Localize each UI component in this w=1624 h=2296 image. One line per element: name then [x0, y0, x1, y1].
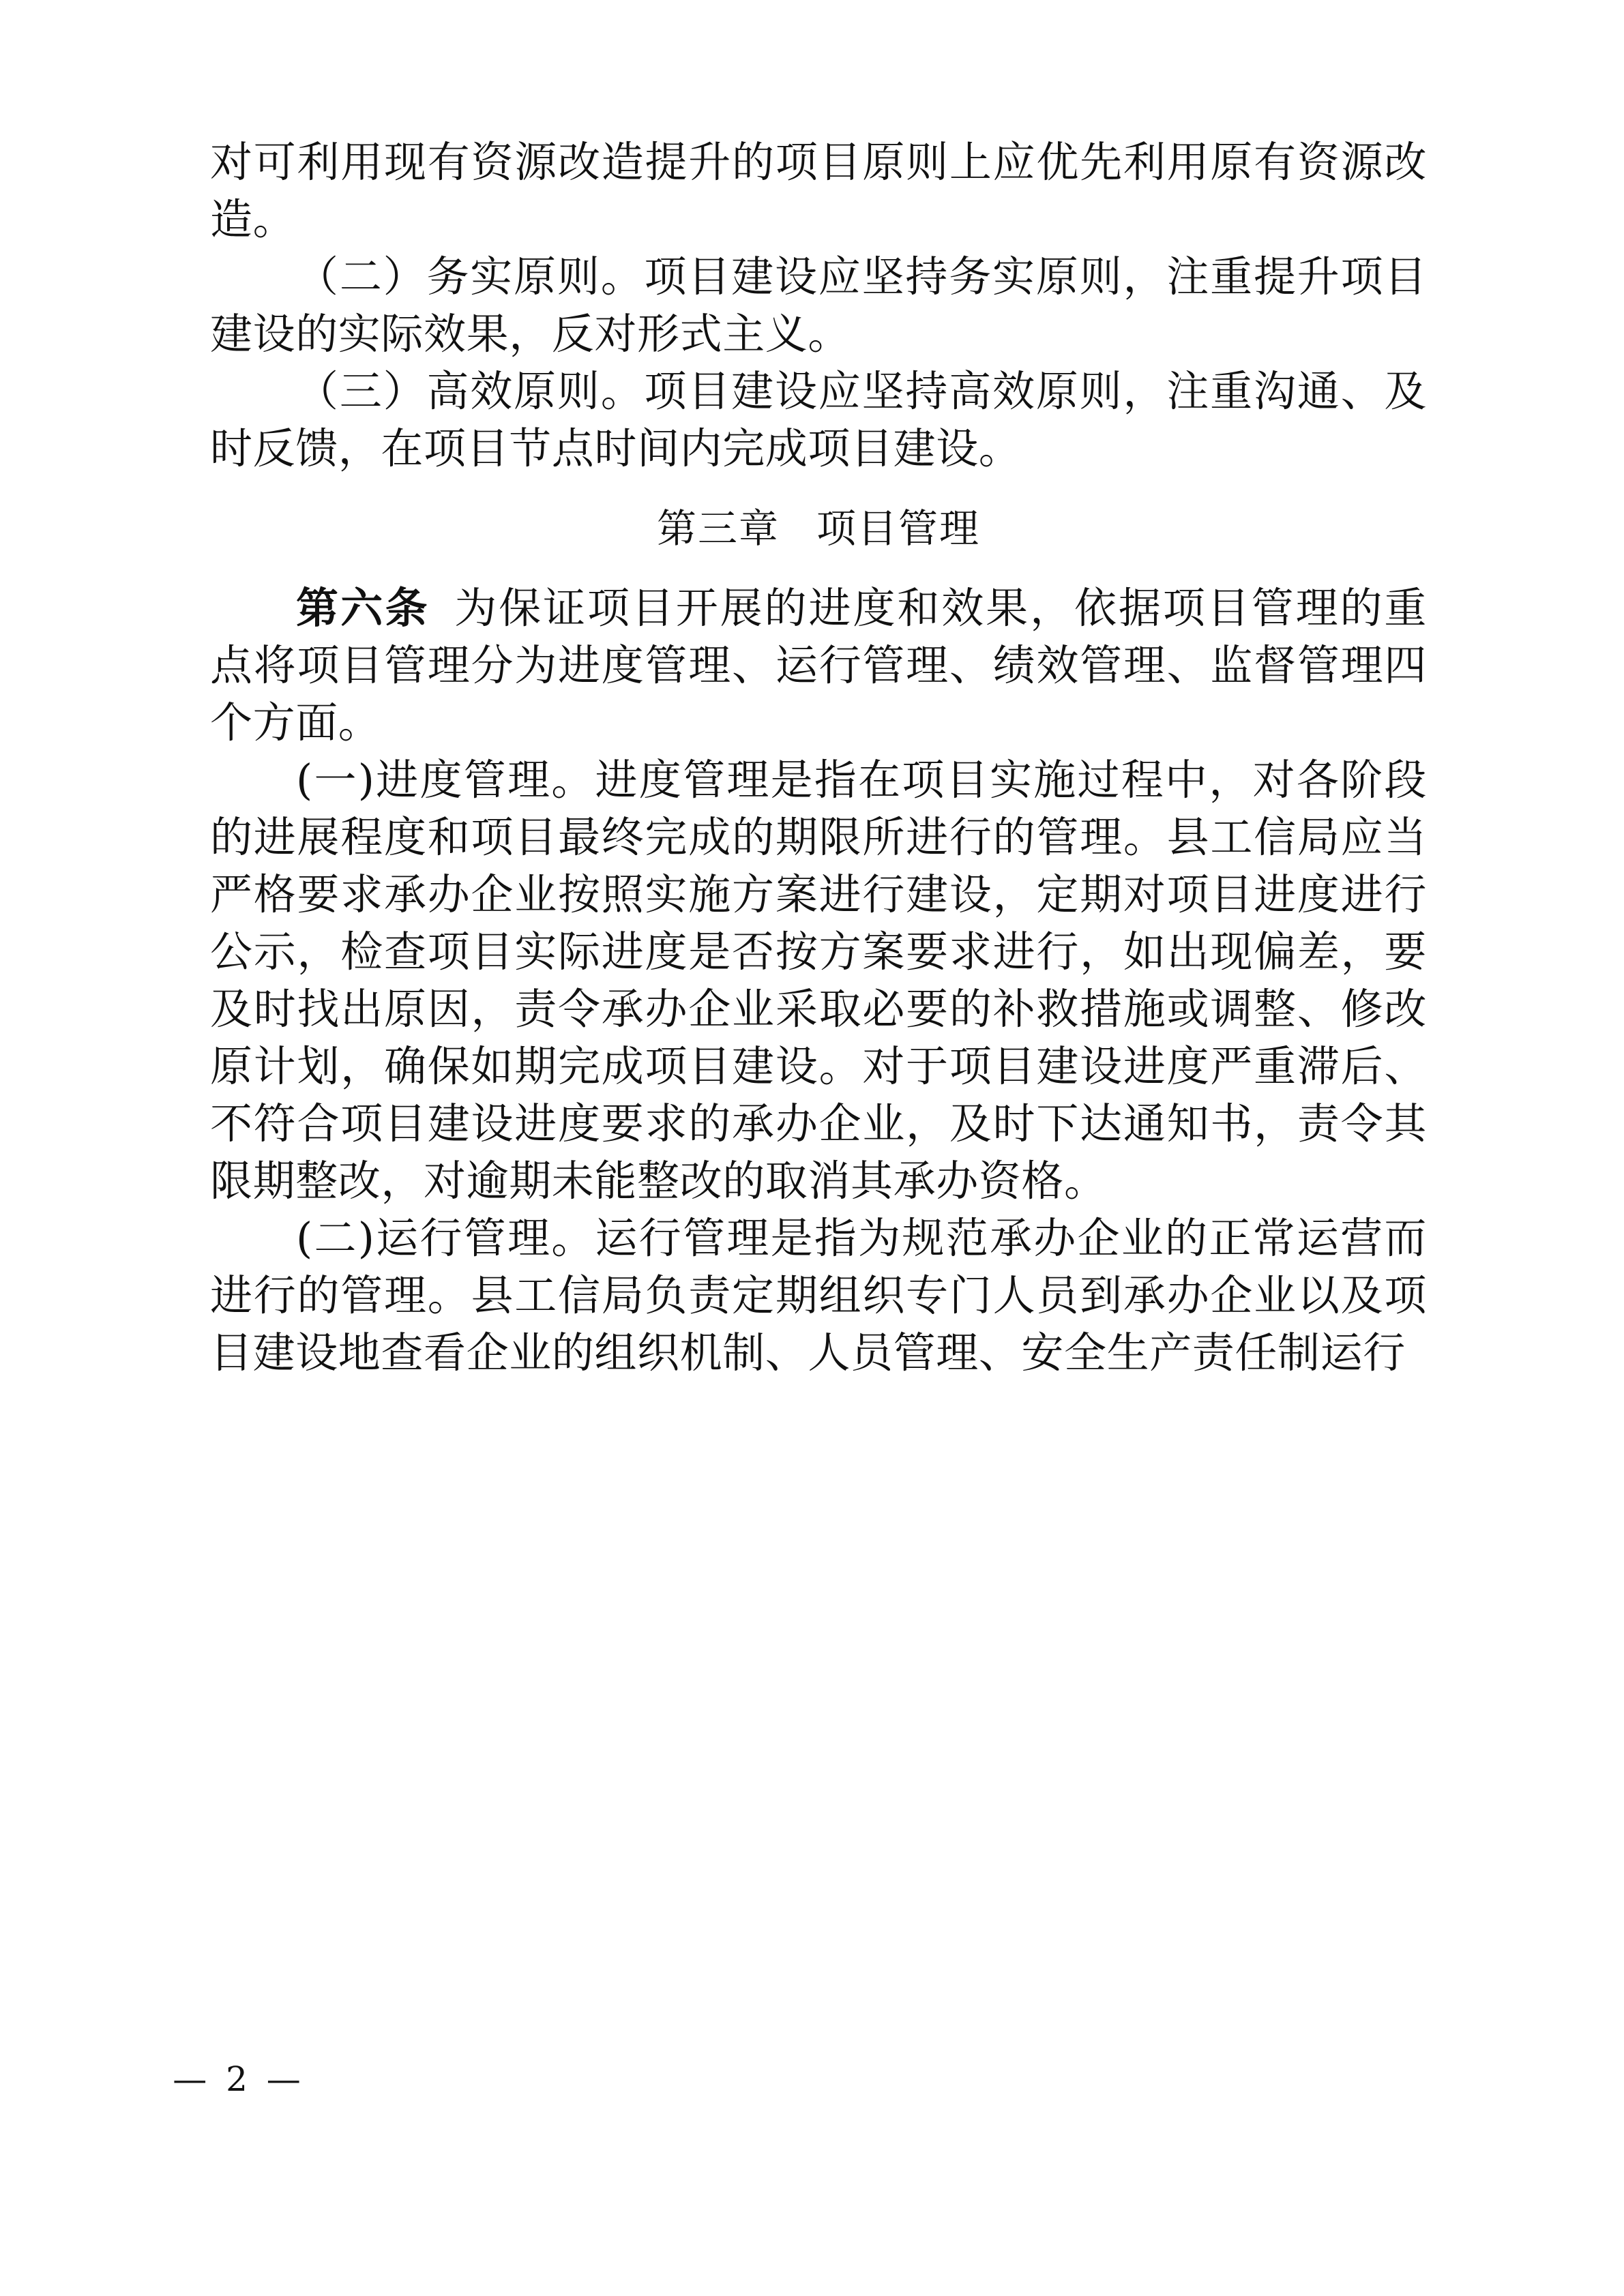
page-footer: [0, 2059, 477, 2099]
article-six-label: 第六条: [296, 583, 430, 633]
paragraph-item-three: （三）高效原则。项目建设应坚持高效原则，注重沟通、及时反馈，在项目节点时间内完成项目建设。: [210, 366, 1427, 473]
page-number: — 2 —: [173, 2059, 305, 2099]
paragraph-item-two: （二）务实原则。项目建设应坚持务实原则，注重提升项目建设的实际效果，反对形式主义。: [210, 252, 1427, 359]
article-six-text: 为保证项目开展的进度和效果，依据项目管理的重点将项目管理分为进度管理、运行管理、绩效管理、监督管理四个方面。: [210, 583, 1427, 747]
clause-one-paragraph: (一)进度管理。进度管理是指在项目实施过程中，对各阶段的进展程度和项目最终完成的期限所进行的管理。县工信局应当严格要求承办企业按照实施方案进行建设，定期对项目进度进行公示，检查项目实际进度是否按方案要求进行，如出现偏差，要及时找出原因，责令承办企业采取必要的补救措施或调整、修改原计划，确保如期完成项目建设。对于项目建设进度严重滞后、不符合项目建设进度要求的承办企业，及时下达通知书，责令其限期整改，对逾期未能整改的取消其承办资格。: [210, 755, 1427, 1206]
chapter-number: 第三章: [656, 507, 780, 551]
chapter-title: 项目管理: [816, 507, 981, 551]
article-six-paragraph: [210, 580, 1427, 751]
paragraph-continued-principle: 对可利用现有资源改造提升的项目原则上应优先利用原有资源改造。: [210, 137, 1427, 244]
page-body: [210, 134, 1427, 1382]
clause-two-paragraph: (二)运行管理。运行管理是指为规范承办企业的正常运营而进行的管理。县工信局负责定期组织专门人员到承办企业以及项目建设地查看企业的组织机制、人员管理、安全生产责任制运行: [210, 1213, 1427, 1377]
chapter-heading: [210, 494, 1427, 565]
